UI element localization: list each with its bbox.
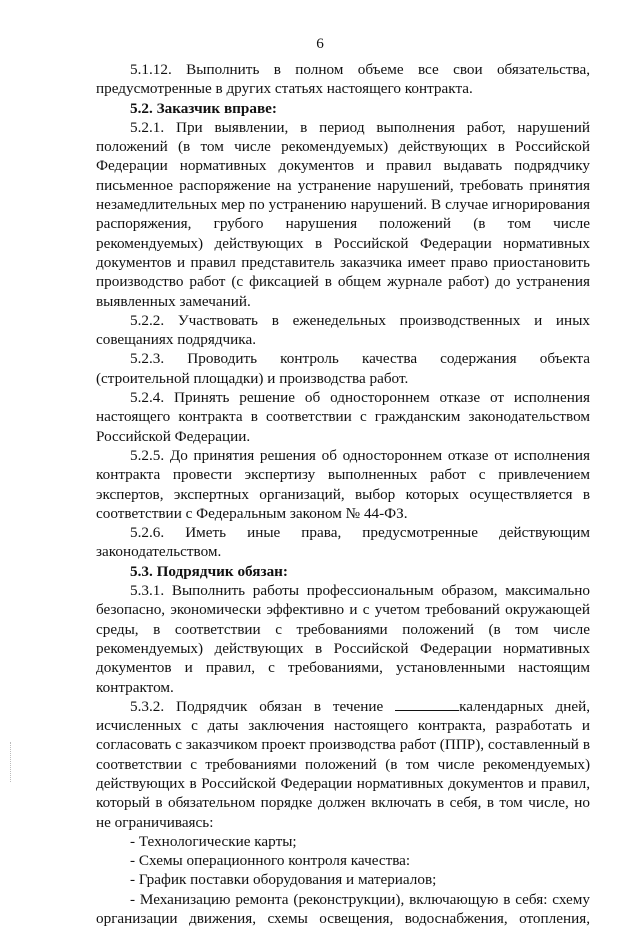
clause-5-2-2: 5.2.2. Участвовать в еженедельных производственных и иных совещаниях подрядчика.: [96, 311, 590, 349]
list-item: - Механизацию ремонта (реконструкции), включающую в себя: схему организации движения, схемы освещения, водоснабжения, отопления,: [96, 890, 590, 928]
section-5-2-heading: 5.2. Заказчик вправе:: [130, 99, 277, 117]
clause-5-2-5: 5.2.5. До принятия решения об одностороннем отказе от исполнения контракта провести экспертизу выполненных работ с привлечением экспертов, экспертных организаций, выбор которых осуществляется в соответствии с Федеральным законом № 44-ФЗ.: [96, 446, 590, 522]
clause-5-3-2-rest: календарных дней, исчисленных с даты заключения настоящего контракта, разработать и согласовать с заказчиком проект производства работ (ППР), составленный в соответствии с требованиями положений (в том числе рекомендуемых) действующих в Российской Федерации нормативных документов и правил, который в обязательном порядке должен включать в себя, в том числе, но не ограничиваясь:: [96, 697, 590, 831]
section-5-3-heading: 5.3. Подрядчик обязан:: [130, 562, 288, 580]
document-body: [96, 60, 590, 928]
clause-5-3-2-start: 5.3.2. Подрядчик обязан в течение: [130, 697, 384, 715]
clause-5-2-1: 5.2.1. При выявлении, в период выполнения работ, нарушений положений (в том числе рекомендуемых) действующих в Российской Федерации нормативных документов и правил выдавать подрядчику письменное распоряжение на устранение нарушений, требовать принятия незамедлительных мер по устранению нарушений. В случае игнорирования распоряжения, грубого нарушения положений (в том числе рекомендуемых) действующих в Российской Федерации нормативных документов и правил представитель заказчика имеет право приостановить производство работ (с фиксацией в общем журнале работ) до устранения выявленных замечаний.: [96, 118, 590, 310]
clause-5-3-1: 5.3.1. Выполнить работы профессиональным образом, максимально безопасно, экономически эффективно и с учетом требований окружающей среды, в соответствии с требованиями положений (в том числе рекомендуемых) действующих в Российской Федерации нормативных документов и правил, с требованиями, установленными настоящим контрактом.: [96, 582, 590, 696]
scan-margin-mark: [10, 742, 17, 782]
clause-5-2-6: 5.2.6. Иметь иные права, предусмотренные действующим законодательством.: [96, 524, 590, 561]
clause-5-2-3: 5.2.3. Проводить контроль качества содержания объекта (строительной площадки) и производства работ.: [96, 350, 590, 387]
list-item: - График поставки оборудования и материалов;: [130, 871, 437, 889]
blank-days-field: [395, 698, 459, 711]
list-item: - Технологические карты;: [130, 832, 297, 850]
page-number: 6: [316, 35, 324, 52]
list-item: - Схемы операционного контроля качества:: [130, 852, 411, 870]
clause-5-1-12: 5.1.12. Выполнить в полном объеме все свои обязательства, предусмотренные в других статьях настоящего контракта.: [96, 61, 590, 98]
clause-5-2-4: 5.2.4. Принять решение об одностороннем отказе от исполнения настоящего контракта в соответствии с гражданским законодательством Российской Федерации.: [96, 389, 590, 445]
clause-5-3-2: [96, 697, 590, 832]
